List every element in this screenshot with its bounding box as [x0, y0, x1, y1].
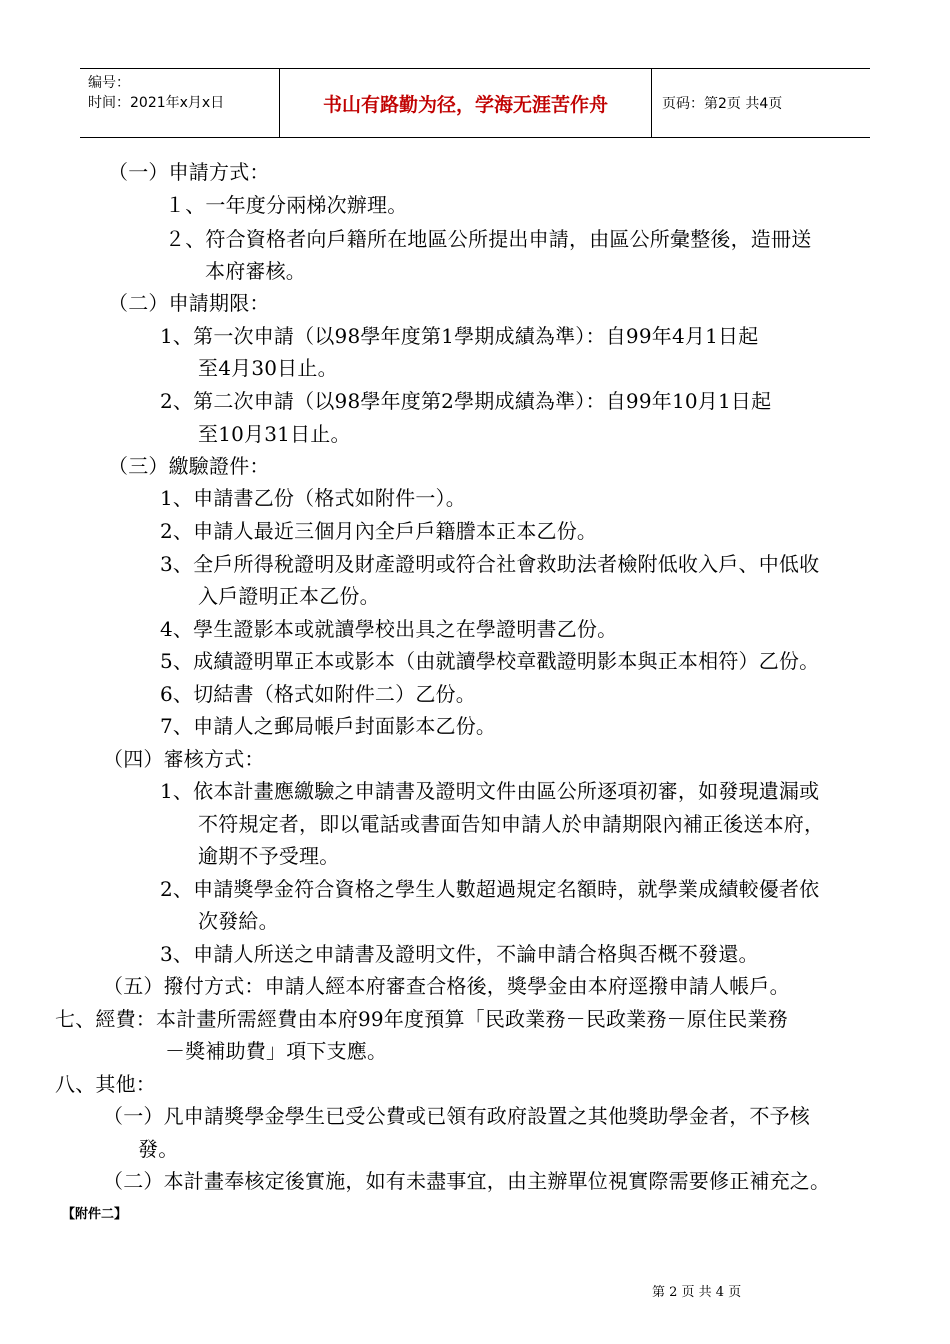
text-line: 4、學生證影本或就讀學校出具之在學證明書乙份。	[160, 617, 618, 641]
page-footer: 第 2 页 共 4 页	[652, 1285, 742, 1300]
text-line: （二）本計畫奉核定後實施，如有未盡事宜，由主辦單位視實際需要修正補充之。	[103, 1169, 831, 1193]
section-apply-method-heading: （一）申請方式：	[108, 160, 270, 184]
page-header	[80, 68, 870, 138]
text-line: 2、申請獎學金符合資格之學生人數超過規定名額時，就學業成績較優者依	[160, 877, 820, 901]
document-time-label: 时间：2021年x月x日	[88, 95, 225, 111]
text-line: １、一年度分兩梯次辦理。	[165, 193, 408, 217]
header-motto: 书山有路勤为径，学海无涯苦作舟	[280, 69, 652, 137]
text-line: （一）凡申請獎學金學生已受公費或已領有政府設置之其他獎助學金者，不予核	[103, 1104, 810, 1128]
section-other-heading: 八、其他：	[55, 1072, 156, 1096]
text-line: 入戶證明正本乙份。	[198, 584, 380, 608]
text-line: 至4月30日止。	[198, 356, 338, 380]
text-line: 次發給。	[198, 909, 279, 933]
document-number-label: 编号：	[88, 75, 130, 91]
text-line: 至10月31日止。	[198, 422, 351, 446]
text-line: 3、申請人所送之申請書及證明文件，不論申請合格與否概不發還。	[160, 942, 759, 966]
text-line: 7、申請人之郵局帳戶封面影本乙份。	[160, 714, 497, 738]
section-documents-heading: （三）繳驗證件：	[108, 454, 270, 478]
section-funding-heading: 七、經費：本計畫所需經費由本府99年度預算「民政業務－民政業務－原住民業務	[55, 1007, 788, 1031]
header-meta-cell	[80, 69, 280, 137]
text-line: ２、符合資格者向戶籍所在地區公所提出申請，由區公所彙整後，造冊送	[165, 227, 812, 251]
text-line: 2、申請人最近三個月內全戶戶籍謄本正本乙份。	[160, 519, 598, 543]
text-line: 2、第二次申請（以98學年度第2學期成績為準）：自99年10月1日起	[160, 389, 772, 413]
text-line: 1、第一次申請（以98學年度第1學期成績為準）：自99年4月1日起	[160, 324, 759, 348]
attachment-label: 【附件二】	[62, 1207, 128, 1222]
text-line: 1、依本計畫應繳驗之申請書及證明文件由區公所逐項初審，如發現遺漏或	[160, 779, 820, 803]
header-page-info: 页码：第2页 共4页	[662, 96, 783, 112]
section-apply-period-heading: （二）申請期限：	[108, 291, 270, 315]
text-line: 本府審核。	[205, 259, 306, 283]
text-line: 1、申請書乙份（格式如附件一）。	[160, 486, 466, 510]
text-line: －獎補助費」項下支應。	[165, 1039, 388, 1063]
text-line: 不符規定者，即以電話或書面告知申請人於申請期限內補正後送本府，	[198, 812, 825, 836]
text-line: 5、成績證明單正本或影本（由就讀學校章戳證明影本與正本相符）乙份。	[160, 649, 820, 673]
text-line: 3、全戶所得稅證明及財產證明或符合社會救助法者檢附低收入戶、中低收	[160, 552, 820, 576]
text-line: 6、切結書（格式如附件二）乙份。	[160, 682, 476, 706]
text-line: 逾期不予受理。	[198, 844, 340, 868]
text-line: 發。	[138, 1137, 179, 1161]
section-payment-heading: （五）撥付方式：申請人經本府審查合格後，獎學金由本府逕撥申請人帳戶。	[103, 974, 790, 998]
section-review-heading: （四）審核方式：	[103, 747, 265, 771]
